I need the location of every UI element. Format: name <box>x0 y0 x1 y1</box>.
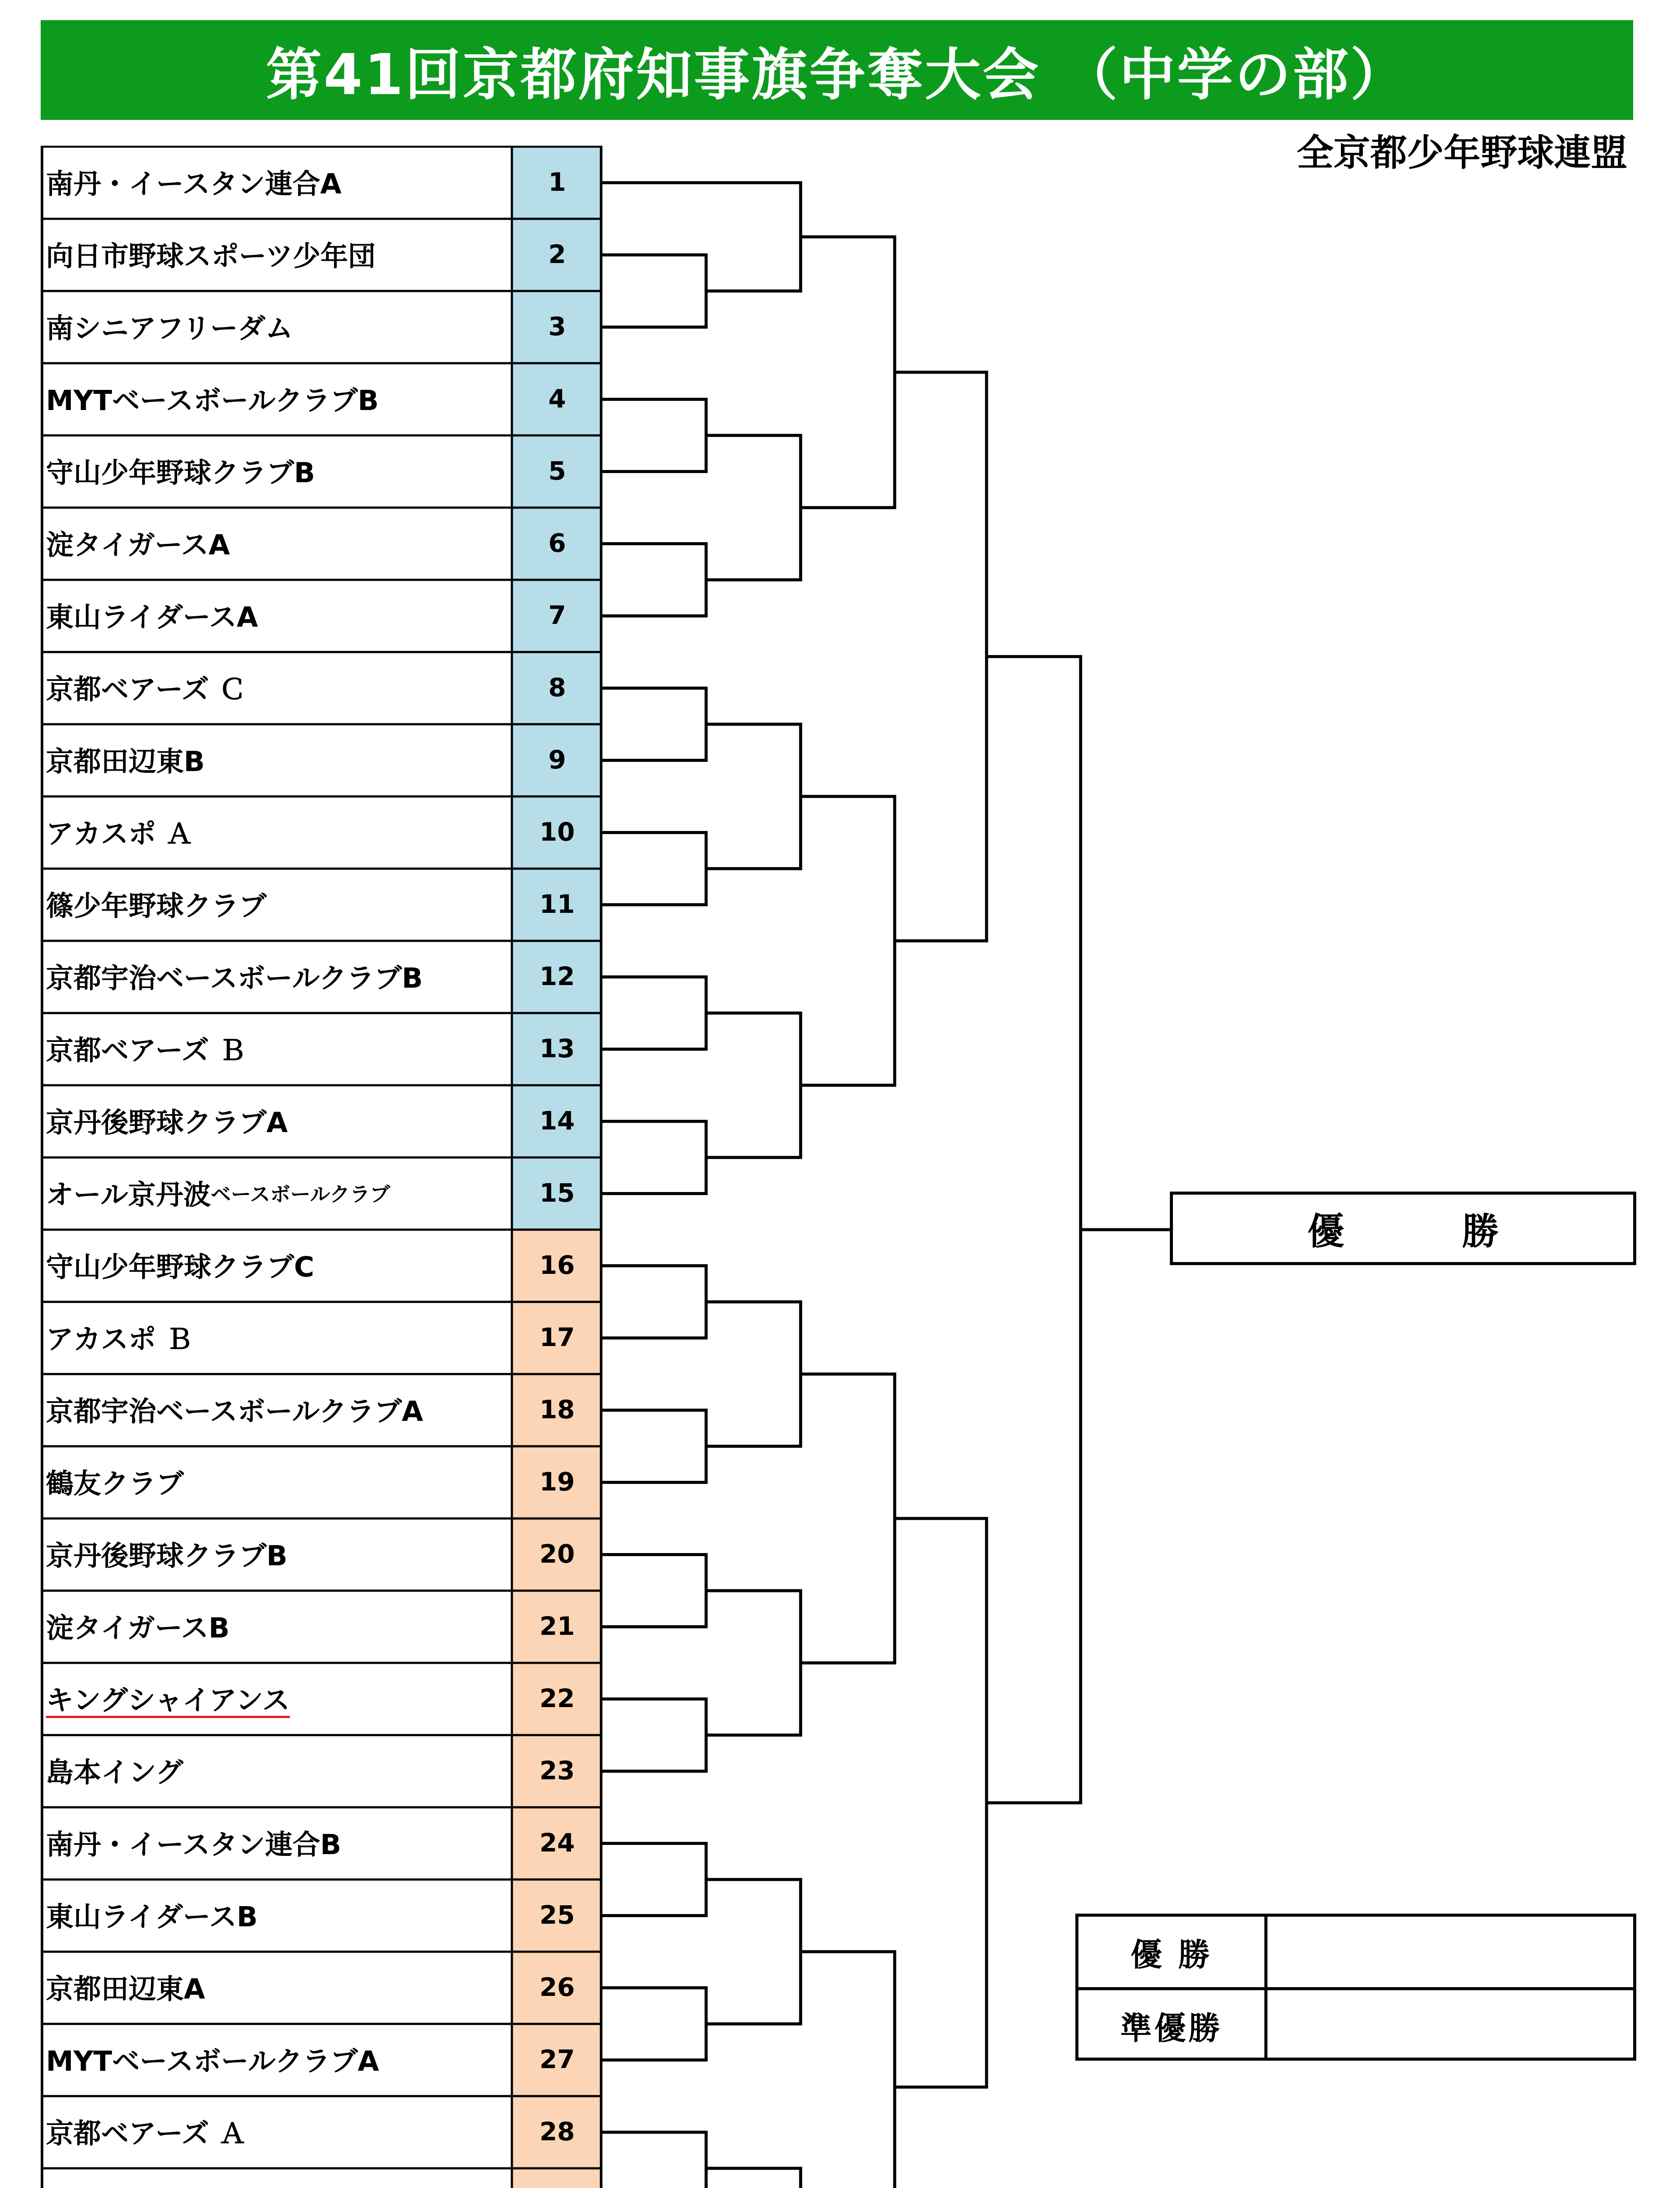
team-number: 18 <box>512 1373 602 1445</box>
team-number: 20 <box>512 1518 602 1590</box>
bracket-line <box>602 1266 706 1338</box>
team-table <box>41 146 602 2188</box>
bracket-line <box>602 544 706 616</box>
bracket-line <box>801 1952 895 2188</box>
team-name-text: 京都田辺東A <box>46 1973 205 2005</box>
team-table-grid <box>41 146 602 2188</box>
team-number: 6 <box>512 507 602 579</box>
team-name-text: 京丹後野球クラブB <box>46 1540 288 1572</box>
result-label-winner: 優 勝 <box>1130 1936 1213 1973</box>
team-name-text: キングシャイアンス <box>46 1684 290 1716</box>
team-number: 9 <box>512 723 602 796</box>
team-name-text: 京都宇治ベースボールクラブB <box>46 962 423 994</box>
bracket-line <box>801 237 895 508</box>
result-value-runner-up <box>1264 1990 1633 2061</box>
team-name-text: 京都ベアーズ Ｂ <box>46 1034 246 1066</box>
bracket-line <box>801 1374 895 1663</box>
page-title: 第41回京都府知事旗争奪大会 （中学の部） <box>41 20 1633 120</box>
bracket-line <box>895 372 987 941</box>
team-name-text: 東山ライダースB <box>46 1901 258 1933</box>
team-number: 19 <box>512 1445 602 1518</box>
team-name-text: MYTベースボールクラブB <box>46 385 379 417</box>
bracket-line <box>706 724 801 869</box>
team-number: 14 <box>512 1084 602 1157</box>
team-name-text: 淀タイガースA <box>46 529 230 561</box>
organizer-name: 全京都少年野球連盟 <box>1296 131 1628 174</box>
team-number: 12 <box>512 940 602 1012</box>
team-name-text: MYTベースボールクラブA <box>46 2045 379 2077</box>
bracket-line <box>602 833 706 905</box>
bracket-line <box>602 400 706 472</box>
team-name-text: 淀タイガースB <box>46 1612 230 1644</box>
bracket-line <box>602 255 706 327</box>
team-name-text: 京都ベアーズ Ｃ <box>46 673 246 705</box>
team-name-text: アカスポ Ｂ <box>46 1323 193 1355</box>
bracket-line <box>602 2168 801 2188</box>
bracket-line <box>706 1302 801 1446</box>
bracket-line-final <box>987 656 1081 1802</box>
team-number: 26 <box>512 1951 602 2023</box>
team-number: 15 <box>512 1157 602 1229</box>
bracket-line <box>706 1013 801 1157</box>
team-number: 7 <box>512 579 602 651</box>
bracket-line <box>602 2132 706 2188</box>
team-number: 2 <box>512 218 602 290</box>
results-table <box>1075 1914 1636 2061</box>
team-number: 25 <box>512 1879 602 1951</box>
team-number: 1 <box>512 146 602 218</box>
team-name-text: アカスポ Ａ <box>46 818 193 850</box>
team-number: 23 <box>512 1734 602 1806</box>
team-name-text: 守山少年野球クラブC <box>46 1251 315 1283</box>
bracket-line <box>895 1518 987 2087</box>
team-number: 28 <box>512 2095 602 2167</box>
team-number: 22 <box>512 1662 602 1734</box>
bracket-line <box>602 1555 706 1627</box>
result-value-winner <box>1264 1917 1633 1987</box>
champion-box: 優 勝 <box>1170 1192 1636 1265</box>
bracket-line <box>602 1988 706 2060</box>
team-name-text: 京都ベアーズ Ａ <box>46 2118 246 2149</box>
bracket-line <box>706 1879 801 2024</box>
bracket-line <box>602 688 706 761</box>
team-number: 4 <box>512 362 602 435</box>
team-number: 13 <box>512 1012 602 1084</box>
bracket-line <box>602 183 801 291</box>
bracket-line <box>706 1591 801 1735</box>
result-label-runner-up: 準優勝 <box>1120 2009 1223 2047</box>
bracket-line <box>706 435 801 580</box>
bracket-line <box>602 1410 706 1483</box>
team-number: 24 <box>512 1806 602 1879</box>
bracket-line <box>801 796 895 1085</box>
team-number: 8 <box>512 651 602 723</box>
team-number: 16 <box>512 1229 602 1301</box>
team-name-suffix: ベースボールクラブ <box>210 1182 390 1206</box>
team-number: 27 <box>512 2023 602 2095</box>
team-name-text: 鶴友クラブ <box>46 1468 184 1500</box>
team-name-text: 東山ライダースA <box>46 601 258 633</box>
team-number: 17 <box>512 1301 602 1373</box>
team-name-text: 京都田辺東B <box>46 746 205 778</box>
team-name-text: 南丹・イースタン連合A <box>46 168 342 200</box>
team-number: 3 <box>512 290 602 362</box>
team-name-text: 京丹後野球クラブA <box>46 1107 288 1139</box>
team-number: 5 <box>512 435 602 507</box>
result-row-winner <box>1078 1917 1633 1990</box>
team-name-text: 京都宇治ベースボールクラブA <box>46 1396 424 1427</box>
team-name-text: 南シニアフリーダム <box>46 312 293 344</box>
result-row-runner-up <box>1078 1990 1633 2061</box>
team-name-text: 篠少年野球クラブ <box>46 890 266 922</box>
team-name-text: 守山少年野球クラブB <box>46 457 315 489</box>
bracket-line <box>602 977 706 1049</box>
bracket-line <box>602 1122 706 1194</box>
bracket-line <box>602 1699 706 1771</box>
team-name-text: 向日市野球スポーツ少年団 <box>46 240 376 272</box>
team-name-text: 南丹・イースタン連合B <box>46 1829 341 1861</box>
team-name-text: オール京丹波 <box>46 1179 211 1211</box>
bracket-line <box>602 1844 706 1916</box>
team-name-text: 島本イング <box>46 1757 183 1788</box>
team-number: 10 <box>512 796 602 868</box>
team-number: 21 <box>512 1590 602 1662</box>
team-number: 11 <box>512 868 602 940</box>
